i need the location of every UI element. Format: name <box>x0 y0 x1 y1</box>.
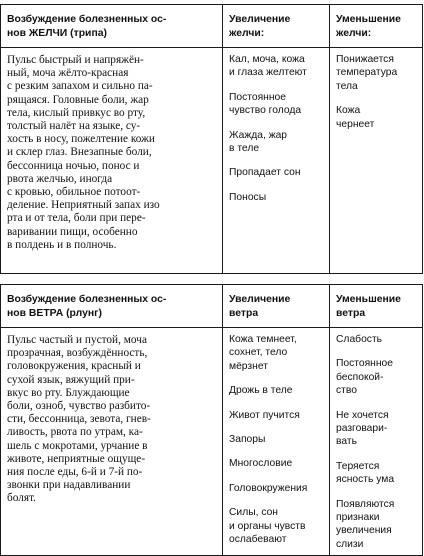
paragraph-line: в полдень и в полночь. <box>7 238 117 251</box>
list-item-line: тела <box>336 80 358 92</box>
list-item-line: Многословие <box>229 458 293 470</box>
list-item-line: Силы, сон <box>229 507 278 519</box>
list-item-line: Понижается <box>336 54 394 65</box>
list-item <box>336 409 418 449</box>
list-item <box>229 333 325 373</box>
header-line: желчи: <box>336 28 372 39</box>
wind-header-row <box>1 285 423 328</box>
list-item-line: чувство голода <box>229 105 302 117</box>
paragraph-line: деление. Неприятный запах изо <box>7 199 160 212</box>
paragraph-line: и склер глаз. Внезапные боли, <box>7 146 152 159</box>
bile-decrease-cell <box>330 48 423 274</box>
paragraph-line: хость в носу, пожелтение кожи <box>7 133 155 146</box>
bile-increase-list <box>223 48 329 208</box>
list-item-line: вать <box>336 436 357 448</box>
wind-section-title <box>1 285 223 328</box>
list-item-line: Дрожь в теле <box>229 385 293 397</box>
list-item <box>229 53 325 80</box>
header-line: Увеличение <box>229 294 291 305</box>
list-item <box>229 384 325 397</box>
list-item <box>336 357 418 397</box>
header-line: Возбуждение болезненных ос- <box>7 294 167 305</box>
list-item-line: и глаза желтеют <box>229 67 307 79</box>
paragraph-line: рвота желчью, иногда <box>7 172 113 185</box>
symptoms-table <box>0 4 423 556</box>
paragraph-line: шель с мокротами, урчание в <box>7 439 148 452</box>
bile-symptoms-text <box>1 48 223 274</box>
header-line: желчи: <box>229 28 265 39</box>
bile-content-row <box>1 48 423 274</box>
wind-increase-list <box>223 328 329 550</box>
list-item <box>229 433 325 446</box>
list-item-line: температура <box>336 67 398 79</box>
list-item <box>229 166 325 179</box>
list-item <box>336 104 418 131</box>
paragraph-line: животе, неприятные ощуще- <box>7 452 146 465</box>
list-item <box>336 333 418 346</box>
list-item-line: признаки <box>336 512 380 524</box>
wind-decrease-cell <box>330 328 423 556</box>
list-item <box>336 460 418 487</box>
list-item-line: Жажда, жар <box>229 129 288 141</box>
list-item-line: Теряется <box>336 460 380 472</box>
wind-decrease-list <box>330 328 422 555</box>
header-line: Увеличение <box>229 14 291 25</box>
list-item-line: разговари- <box>336 423 388 435</box>
list-item-line: сохнет, тело <box>229 347 288 359</box>
list-item <box>336 498 418 552</box>
list-item-line: ослабевают <box>229 534 287 546</box>
list-item <box>229 482 325 495</box>
list-item-line: Кожа <box>336 105 361 117</box>
paragraph-line: боли, озноб, чувство разбито- <box>7 400 151 413</box>
list-item-line: Кожа темнеет, <box>229 334 297 345</box>
list-item-line: Слабость <box>336 334 383 345</box>
list-item <box>336 53 418 93</box>
bile-header-row <box>1 5 423 48</box>
paragraph-line: ливость, рвота по утрам, ка- <box>7 426 143 439</box>
paragraph-line: сти, бессонница, зевота, гнев- <box>7 413 151 426</box>
list-item <box>229 506 325 546</box>
list-item-line: Кал, моча, кожа <box>229 54 305 65</box>
list-item <box>229 91 325 118</box>
bile-section-title <box>1 5 223 48</box>
paragraph-line: Пульс частый и пустой, моча <box>7 334 147 346</box>
paragraph-line: с кровью, обильное потоот- <box>7 186 141 199</box>
paragraph-line: сухой язык, вяжущий при- <box>7 373 135 386</box>
paragraph-line: ный, моча жёлто-красная <box>7 67 129 80</box>
paragraph-line: прозрачная, возбуждённость, <box>7 347 148 360</box>
paragraph-line: Пульс быстрый и напряжён- <box>7 54 144 66</box>
header-line: Уменьшение <box>336 294 401 305</box>
list-item-line: ство <box>336 385 357 397</box>
wind-increase-cell <box>223 328 330 556</box>
paragraph-line: головокружения, красный и <box>7 360 141 373</box>
list-item-line: Пропадает сон <box>229 167 301 179</box>
wind-symptoms-text <box>1 328 223 556</box>
paragraph-line: ния после еды, 6-й и 7-й по- <box>7 466 143 479</box>
list-item-line: в теле <box>229 143 260 155</box>
header-line: нов ЖЕЛЧИ (трипа) <box>7 28 107 39</box>
list-item-line: мёрзнет <box>229 360 268 372</box>
header-line: Уменьшение <box>336 14 401 25</box>
bile-decrease-list <box>330 48 422 135</box>
list-item-line: чернеет <box>336 118 375 130</box>
paragraph-line: тела, кислый привкус во рту, <box>7 106 146 119</box>
paragraph-line: болят. <box>7 492 36 505</box>
list-item-line: беспокой- <box>336 371 384 383</box>
paragraph-line: толстый налёт на языке, су- <box>7 120 141 133</box>
wind-content-row <box>1 328 423 556</box>
paragraph-line: бессонница ночью, понос и <box>7 159 140 172</box>
bile-increase-cell <box>223 48 330 274</box>
list-item-line: Появляются <box>336 498 395 510</box>
paragraph-line: рта и от тела, боли при пере- <box>7 212 146 225</box>
list-item <box>229 129 325 156</box>
wind-decrease-header <box>330 285 423 328</box>
section-gap <box>1 274 423 285</box>
header-line: ветра <box>336 308 366 319</box>
paragraph-line: вкус во рту. Блуждающие <box>7 386 130 399</box>
list-item-line: Поносы <box>229 191 267 203</box>
list-item-line: слизи <box>336 538 364 550</box>
list-item-line: Запоры <box>229 434 266 446</box>
list-item-line: Постоянное <box>336 358 394 370</box>
list-item-line: Живот пучится <box>229 409 300 421</box>
list-item-line: Не хочется <box>336 409 389 421</box>
paragraph-line: звонки при надавливании <box>7 479 131 492</box>
list-item-line: Головокружения <box>229 482 308 494</box>
list-item-line: ясность ума <box>336 474 395 486</box>
list-item-line: и органы чувств <box>229 520 306 532</box>
list-item-line: Постоянное <box>229 91 287 103</box>
bile-increase-header <box>223 5 330 48</box>
bile-decrease-header <box>330 5 423 48</box>
paragraph-line: варивании пищи, особенно <box>7 225 138 238</box>
wind-increase-header <box>223 285 330 328</box>
header-line: нов ВЕТРА (рлунг) <box>7 308 102 319</box>
list-item-line: увеличения <box>336 525 392 537</box>
header-line: Возбуждение болезненных ос- <box>7 14 167 25</box>
list-item <box>229 457 325 470</box>
paragraph-line: с резким запахом и сильно па- <box>7 80 153 93</box>
header-line: ветра <box>229 308 259 319</box>
list-item <box>229 191 325 204</box>
list-item <box>229 409 325 422</box>
paragraph-line: рящаяся. Головные боли, жар <box>7 93 149 106</box>
